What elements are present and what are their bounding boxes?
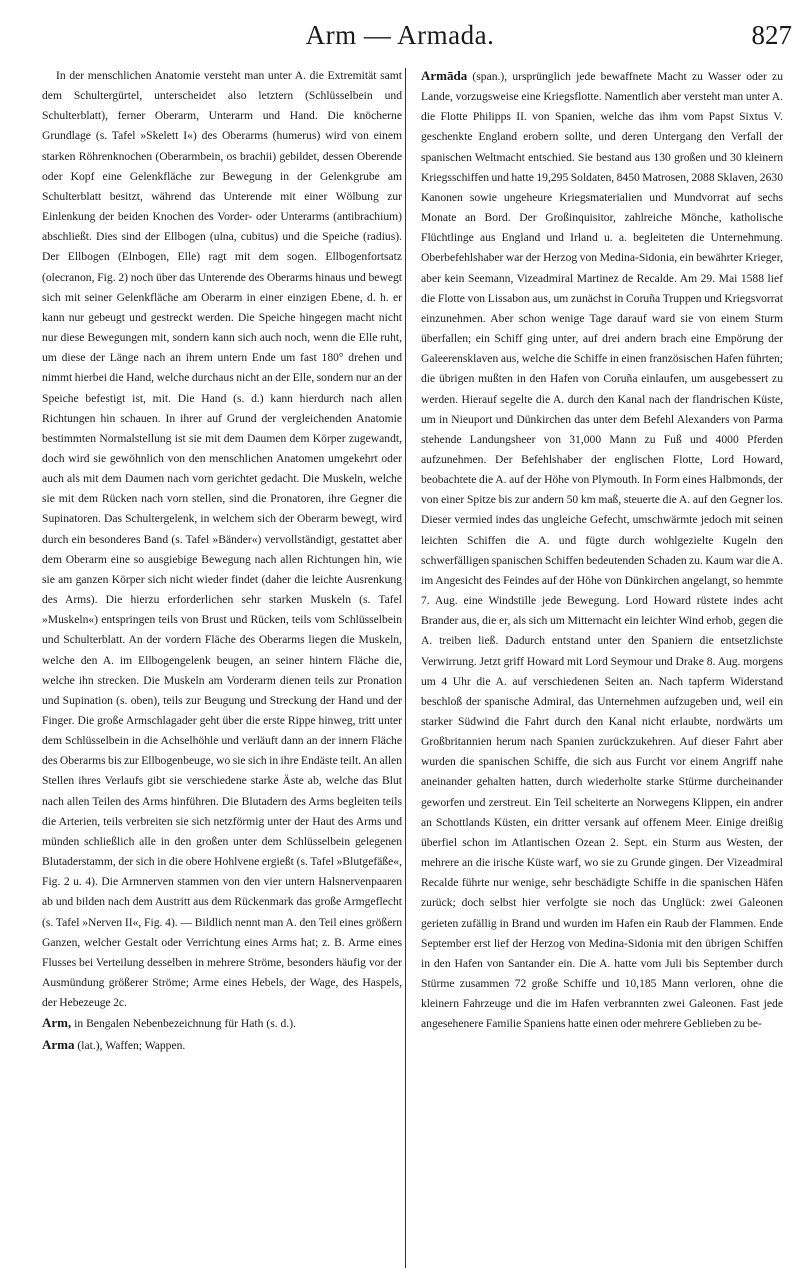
entry-text: (span.), ursprünglich jede bewaffnete Macht zu Wasser oder zu Lande, vorzugsweise eine Kriegsflotte. Namentlich aber versteht man unter A. die Flotte Philipps II. von Spanien, welche das ihm vom Papst Sixtus V. geschenkte England erobern sollte, und deren Untergang den Verfall der spanischen Weltmacht entschied. Sie bestand aus 130 großen und 30 kleinern Kriegsschiffen und hatte 19,295 Soldaten, 8450 Matrosen, 2088 Sklaven, 2630 Kanonen sowie ungeheure Kriegsmaterialien und Mundvorrat auf sechs Monate an Bord. Der Großinquisitor, zahlreiche Mönche, katholische Flüchtlinge aus England und Irland u. a. begleiteten die Unternehmung. Oberbefehlshaber war der Herzog von Medina-Sidonia, ein bewährter Krieger, aber kein Seemann, Vizeadmiral Martinez de Recalde. Am 29. Mai 1588 lief die Flotte von Lissabon aus, um zunächst in Coruña Truppen und Kriegsvorrat einzunehmen. Aber schon wenige Tage darauf ward sie von einem Sturm überfallen; ein Schiff ging unter, auf drei andern brach eine Empörung der Galeerensklaven aus, welche die Schiffe in einen französischen Hafen führten; die übrigen mußten in den Hafen von Coruña einlaufen, um ausgebessert zu werden. Hierauf segelte die A. durch den Kanal nach der flandrischen Küste, um in Nieuport und Dünkirchen das unter dem Befehl Alexanders von Parma stehende Landungsheer von 31,000 Mann zu Fuß und 4000 Pferden aufzunehmen. Der Befehlshaber der englischen Flotte, Lord Howard, beobachtete die A. auf der Höhe von Plymouth. In Form eines Halbmonds, der von einer Spitze bis zur andern 50 km maß, steuerte die A. auf den Gegner los. Dieser vermied indes das ungleiche Gefecht, umschwärmte jedoch mit seinen leichten Schiffen die A. und fügte durch wohlgezielte Kugeln den schwerfälligen spanischen Schiffen bedeutenden Schaden zu. Kaum war die A. im Angesicht des Feindes auf der Höhe von Dünkirchen angelangt, so hemmte 7. Aug. eine Windstille jede Bewegung. Lord Howard rüstete indes acht Brander aus, die er, als sich um Mitternacht ein leichter Wind erhob, gegen die A. treiben ließ. Dadurch entstand unter den Spaniern die entsetzlichste Verwirrung. Jetzt griff Howard mit Lord Seymour und Drake 8. Aug. morgens um 4 Uhr die A. auf verschiedenen Seiten an. Nach tapferm Widerstand beschloß der spanische Admiral, das Unternehmen aufzugeben und, weil ein starker Südwind die Fahrt durch den Kanal nicht erlaubte, nordwärts um Großbritannien herum nach Spanien zurückzukehren. Auf dieser Fahrt aber wurden die spanischen Schiffe, die sich aus Furcht vor einem Angriff nahe aneinander gehalten hatten, durch wiederholte starke Stürme durcheinander geworfen und zerstreut. Ein Teil scheiterte an Norwegens Klippen, ein andrer an Schottlands Küsten, ein dritter versank auf offenem Meer. Einige dreißig überfiel schon im Atlantischen Ozean 2. Sept. ein Sturm aus Westen, der mehrere an die irische Küste warf, wo sie zu Grunde gingen. Der Vizeadmiral Recalde führte nur wenige, sehr beschädigte Schiffe in die spanischen Häfen zurück; doch selbst hier verfolgte sie noch das Unglück: zwei Galeonen gerieten zufällig in Brand und wurden im Hafen ein Raub der Flammen. Ende September erst lief der Herzog von Medina-Sidonia mit den übrigen Schiffen in den Hafen von Santander ein. Die A. hatte vom Juli bis September durch Stürme zusammen 72 große Schiffe und 10,185 Mann verloren, ohne die kleinern Fahrzeuge und die im Hafen verbrannten zwei Galeonen. Fast jede angesehenere Familie Spaniens hatte einen oder mehrere Geblieben zu be- [421, 70, 783, 1031]
entry-arma [42, 1035, 402, 1056]
entry-lemma: Armāda [421, 68, 468, 83]
entry-armada [421, 66, 783, 1035]
running-title: Arm — Armada. [305, 20, 495, 50]
entry-text: in Bengalen Nebenbezeichnung für Hath (s. d.). [71, 1017, 296, 1031]
page-header [0, 20, 800, 54]
left-column [42, 66, 402, 1056]
entry-arm-bengal [42, 1013, 402, 1034]
page-number: 827 [751, 20, 792, 50]
column-divider [405, 68, 406, 1268]
arm-anatomy-paragraph: In der menschlichen Anatomie versteht man unter A. die Extremität samt dem Schultergürtel, unterscheidet also letztern (Schlüsselbein und Schulterblatt), ferner Oberarm, Unterarm und Hand. Die knöcherne Grundlage (s. Tafel »Skelett I«) des Oberarms (humerus) wird von einem starken Röhrenknochen (Oberarmbein, os brachii) gebildet, dessen Oberende oder Kopf eine Gelenkfläche zur Bewegung in der Gelenkgrube am Schulterblatt besitzt, während das Unterende mit einer Wölbung zur Einlenkung der beiden Knochen des Vorder- oder Unterarms (antibrachium) abschließt. Dies sind der Ellbogen (ulna, cubitus) und die Speiche (radius). Der Ellbogen (Elnbogen, Elle) ragt mit dem sogen. Ellbogenfortsatz (olecranon, Fig. 2) noch über das Unterende des Oberarms hinaus und bewegt sich mit seiner Gelenkfläche am Oberarm in einer einzigen Ebene, d. h. er kann nur gebeugt und gestreckt werden. Die Speiche hingegen macht nicht nur diese Bewegungen mit, sondern kann sich auch noch, wenn die Elle ruht, um diese der Länge nach an ihrem untern Ende um fast 180° drehen und nimmt hierbei die Hand, welche durchaus nicht an der Elle, sondern nur an der Speiche befestigt ist, mit. Die Hand (s. d.) kann hierdurch nach allen Richtungen hin schauen. In ihrer auf Grund der vergleichenden Anatomie bestimmten Normalstellung ist sie mit dem Daumen dem Körper zugewandt, doch wird sie gewöhnlich von den menschlichen Anatomen umgekehrt oder auch als mit dem Daumen nach vorn gerichtet gedacht. Die Muskeln, welche sie mit dem Rücken nach vorn stellen, sind die Pronatoren, ihre Gegner die Supinatoren. Das Schultergelenk, in welchem sich der Oberarm bewegt, wird durch ein besonderes Band (s. Tafel »Bänder«) vervollständigt, gestattet aber dem Oberarm eine so ausgiebige Bewegung nach allen Richtungen hin, wie sie am ganzen Körper sich nicht wieder findet (daher die leichte Ausrenkung des Arms). Die hierzu erforderlichen sehr starken Muskeln (s. Tafel »Muskeln«) entspringen teils von Brust und Rücken, teils vom Schlüsselbein und Schulterblatt. An der vordern Fläche des Oberarms liegen die Muskeln, welche den A. im Ellbogengelenk beugen, an seiner hintern Fläche die, welche ihn strecken. Die Muskeln am Vorderarm dienen teils zur Pronation und Supination (s. oben), teils zur Beugung und Streckung der Hand und der Finger. Die große Armschlagader geht über die erste Rippe hinweg, tritt unter dem Schlüsselbein in die Achselhöhle und verläuft dann an der innern Fläche des Oberarms bis zur Ellbogenbeuge, wo sie sich in ihre Endäste teilt. An allen Stellen ihres Verlaufs gibt sie verschiedene starke Äste ab, welche das Blut nach allen Teilen des Arms hinführen. Die Blutadern des Arms begleiten teils die Arterien, teils verbreiten sie sich netzförmig unter der Haut des Arms und münden schließlich alle in den großen unter dem Schlüsselbein gelegenen Blutaderstamm, der sich in die obere Hohlvene ergießt (s. Tafel »Blutgefäße«, Fig. 2 u. 4). Die Armnerven stammen von den vier untern Halsnervenpaaren ab und bilden nach dem Austritt aus dem Rückenmark das große Armgeflecht (s. Tafel »Nerven II«, Fig. 4). — Bildlich nennt man A. den Teil eines größern Ganzen, welcher Gestalt oder Verrichtung eines Arms hat; z. B. Arme eines Flusses bei Verteilung desselben in mehrere Ströme, besonders häufig vor der Ausmündung größerer Ströme; Arme eines Hebels, der Wage, des Haspels, der Hebezeuge 2c. [42, 69, 402, 1010]
right-column [421, 66, 783, 1035]
entry-lemma: Arma [42, 1036, 75, 1052]
entry-lemma: Arm, [42, 1015, 72, 1031]
entry-text: (lat.), Waffen; Wappen. [74, 1038, 186, 1052]
